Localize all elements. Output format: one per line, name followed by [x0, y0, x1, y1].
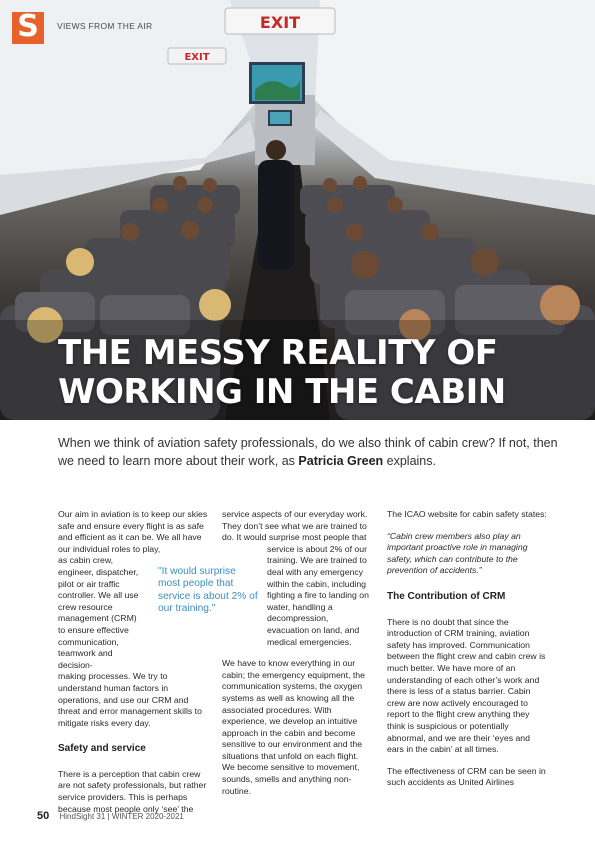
pull-quote: "It would surprise most people that service is about 2% of our training." [158, 566, 260, 615]
page-footer [37, 810, 184, 822]
page-number: 50 [37, 810, 50, 822]
exit-sign-text: EXIT [259, 13, 301, 32]
col2-para-2: We have to know everything in our cabin; the emergency equipment, the communication systems, the oxygen systems as well as knowing all the associated procedures. With experience, we develop an intuitive approach in the cabin and become sensitive to our environment and the situations that unfold on each flight. We become sensitive to movement, sounds, smells and anything non-routine. [222, 658, 365, 796]
icao-quote: “Cabin crew members also play an important proactive role in managing safety, which can contribute to the prevention of accidents.” [387, 530, 528, 576]
col1-para-2: There is a perception that cabin crew are not safety professionals, but rather service providers. This is perhaps because most people only ‘see’ the [58, 768, 207, 814]
col1-para-1-rest: making processes. We try to understand human factors in operations, and use our CRM and threat and error management skills to mitigate risks every day. [58, 671, 202, 728]
col2-para-1: service aspects of our everyday work. They don’t see what we are trained to do. It would surprise most people that [222, 509, 368, 543]
col3-para-1: The ICAO website for cabin safety states: [387, 509, 547, 519]
flight-attendant [258, 160, 294, 270]
title-line-2: WORKING IN THE CABIN [58, 372, 506, 412]
section-label: VIEWS FROM THE AIR [57, 21, 153, 31]
col1-para-1-narrow: as cabin crew, engineer, dispatcher, pilot or air traffic controller. We all use crew resource management (CRM) to ensure effective communication, teamwork and decision- [58, 555, 139, 670]
article-title [58, 334, 578, 412]
intro-standfirst: When we think of aviation safety professionals, do we also think of cabin crew? If not, then we need to learn more about their work, as Patricia Green explains. [58, 436, 558, 468]
footer-separator: | [107, 812, 110, 821]
heading-crm: The Contribution of CRM [387, 590, 506, 602]
issue-label: WINTER 2020-2021 [111, 812, 184, 821]
col3-para-3: The effectiveness of CRM can be seen in such accidents as United Airlines [387, 765, 546, 788]
column-2 [222, 509, 372, 807]
column-3 [387, 509, 547, 799]
title-line-1: THE MESSY REALITY OF [58, 333, 498, 373]
svg-text:EXIT: EXIT [184, 52, 210, 63]
logo-icon: S [12, 12, 44, 44]
col3-para-2: There is no doubt that since the introduction of CRM training, aviation safety has improved. Communication between the flight crew and cabin crew is much better. We have more of an understanding of each other’s work and there is less of a status barrier. Cabin crew are now actively encouraged to report to the flight crew anything they think is suspicious or potentially abnormal, and we are their ‘eyes and ears in the cabin’ at all times. [387, 616, 546, 755]
col2-para-1-indent: service is about 2% of our training. We are trained to deal with any emergency within the cabin, including fighting a fire to landing on water, handling a decompression, evacuation on land, and medical emergencies. [267, 543, 369, 647]
col1-para-1: Our aim in aviation is to keep our skies safe and ensure every flight is as safe and efficient as it can be. We all have our individual roles to play, [58, 509, 208, 554]
column-1 [58, 509, 208, 825]
author-name: Patricia Green [298, 454, 384, 468]
publication-name: HindSight 31 [59, 812, 106, 821]
heading-safety-service: Safety and service [58, 743, 146, 755]
